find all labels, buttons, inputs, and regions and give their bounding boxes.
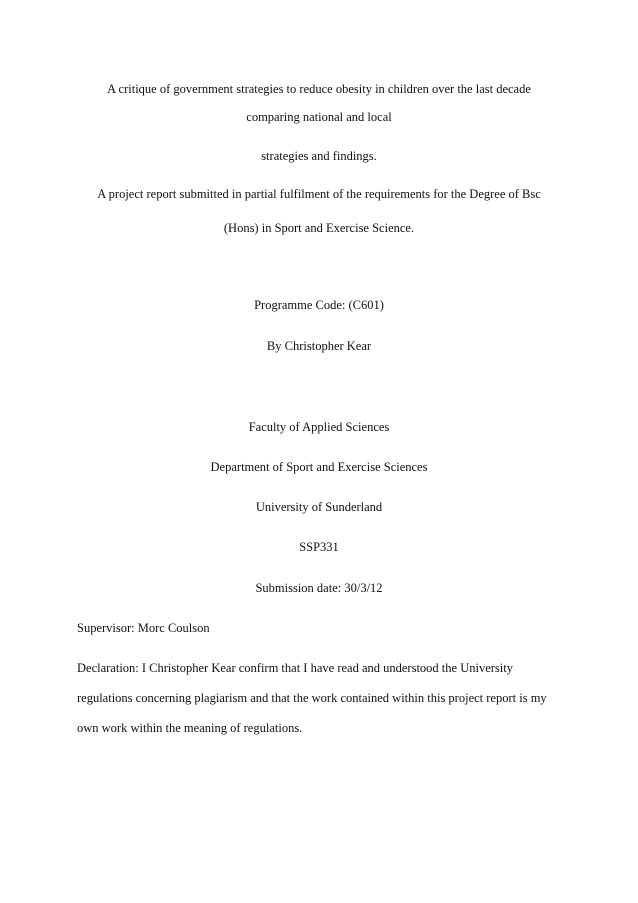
department-name: Department of Sport and Exercise Sciences [210,460,428,474]
module-code: SSP331 [299,540,339,554]
declaration-line-1: Declaration: I Christopher Kear confirm that I have read and understood the University [77,661,513,675]
submission-statement-line-2: (Hons) in Sport and Exercise Science. [223,221,415,235]
submission-date: Submission date: 30/3/12 [255,581,383,595]
title-line-2: comparing national and local [246,110,392,124]
title-line-3: strategies and findings. [261,149,377,163]
submission-statement-line-1: A project report submitted in partial fulfilment of the requirements for the Degree of Bsc [97,187,541,201]
faculty-name: Faculty of Applied Sciences [248,420,390,434]
title-line-1: A critique of government strategies to reduce obesity in children over the last decade [107,82,531,96]
supervisor-name: Supervisor: Morc Coulson [77,621,210,635]
declaration-line-3: own work within the meaning of regulations. [77,721,303,735]
university-name: University of Sunderland [255,500,383,514]
declaration-line-2: regulations concerning plagiarism and that the work contained within this project report is my [77,691,547,705]
programme-code: Programme Code: (C601) [254,298,384,312]
author-name: By Christopher Kear [266,339,372,353]
